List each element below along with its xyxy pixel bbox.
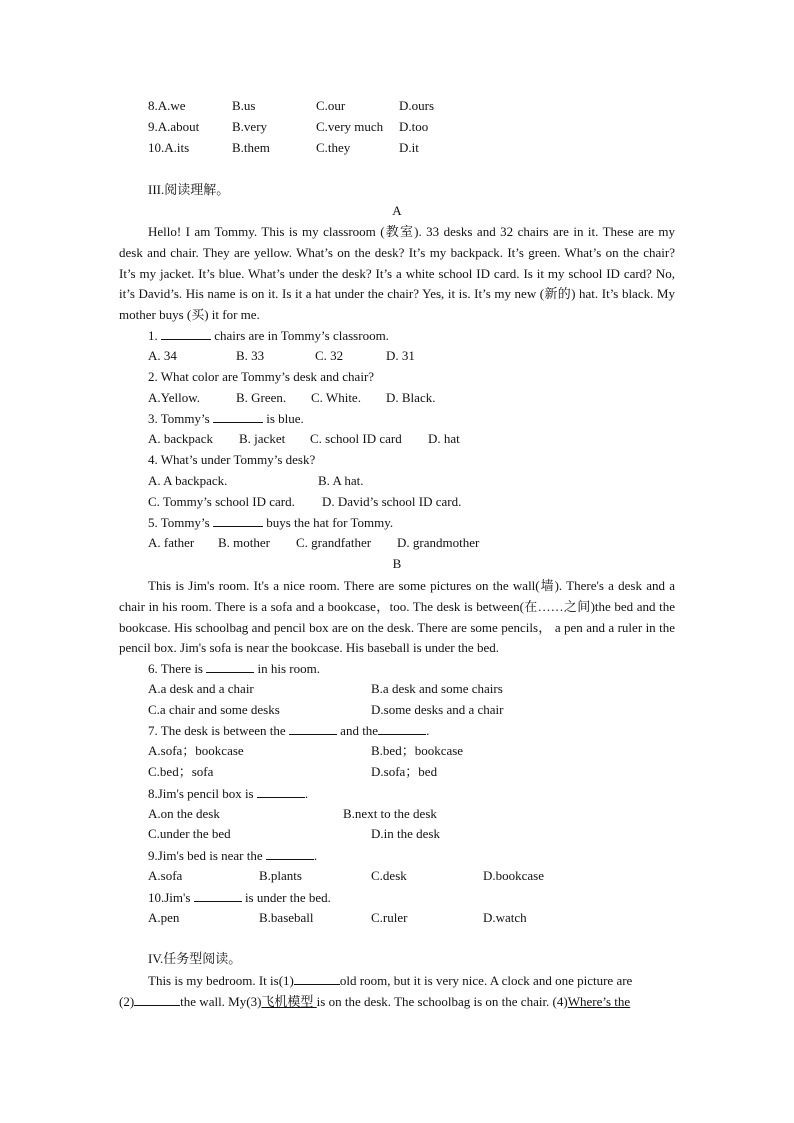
option: D. hat <box>428 431 460 446</box>
option: C. Tommy’s school ID card. <box>148 494 295 509</box>
question-stem: 6. There is in his room. <box>148 661 320 676</box>
option: A.sofa；bookcase <box>148 743 244 758</box>
option: D.it <box>399 140 419 155</box>
option: C. school ID card <box>310 431 402 446</box>
option: D.sofa；bed <box>371 764 438 779</box>
option: C.they <box>316 140 351 155</box>
option: B.plants <box>259 868 302 883</box>
option: D. Black. <box>386 390 436 405</box>
option: D.bookcase <box>483 868 545 883</box>
option: B. mother <box>218 535 270 550</box>
passage-b-label: B <box>392 556 402 571</box>
option: C. White. <box>311 390 361 405</box>
option: B.us <box>232 98 256 113</box>
passage-b-text: This is Jim's room. It's a nice room. There are some pictures on the wall(墙). There's a desk and a chair in his room. There is a sofa and a bookcase，too. The desk is between(在……之间)the bed and the bookcase. His schoolbag and pencil box are on the desk. There are some pencils， a pen and a ruler in the pencil box. Jim's sofa is near the bookcase. His baseball is under the bed. <box>119 578 675 656</box>
answer-blank[interactable] <box>289 722 337 735</box>
option: B.baseball <box>259 910 314 925</box>
option: D.too <box>399 119 429 134</box>
answer-blank[interactable] <box>194 889 242 902</box>
option: B. 33 <box>236 348 265 363</box>
option: B.very <box>232 119 268 134</box>
option: B.them <box>232 140 270 155</box>
option: A.Yellow. <box>148 390 201 405</box>
option: D.in the desk <box>371 826 440 841</box>
question-stem: 7. The desk is between the and the . <box>148 723 430 738</box>
option: D.ours <box>399 98 435 113</box>
option: D. 31 <box>386 348 415 363</box>
answer-blank[interactable] <box>134 993 180 1006</box>
option: A.sofa <box>148 868 183 883</box>
answer-blank[interactable] <box>294 972 340 985</box>
question-stem: 10.Jim's is under the bed. <box>148 890 331 905</box>
option: B.next to the desk <box>343 806 437 821</box>
passage-a-label: A <box>392 203 402 218</box>
option: 8.A.we <box>148 98 186 113</box>
task-passage-line-2: (2) the wall. My(3)飞机模型 is on the desk. The schoolbag is on the chair. (4)Where’s the <box>119 994 631 1009</box>
option: C.ruler <box>371 910 408 925</box>
task-passage-line-1: This is my bedroom. It is(1) old room, but it is very nice. A clock and one picture are <box>148 973 633 988</box>
option: D. David’s school ID card. <box>322 494 462 509</box>
option: C.desk <box>371 868 407 883</box>
option: C.very much <box>316 119 384 134</box>
question-stem: 3. Tommy’s is blue. <box>148 411 304 426</box>
answer-blank[interactable] <box>213 410 263 423</box>
answer-blank[interactable] <box>378 722 426 735</box>
question-stem: 9.Jim's bed is near the . <box>148 848 318 863</box>
option: D.watch <box>483 910 527 925</box>
question-stem: 8.Jim's pencil box is . <box>148 786 309 801</box>
option: D.some desks and a chair <box>371 702 504 717</box>
answer-blank[interactable] <box>266 847 314 860</box>
option: A. backpack <box>148 431 213 446</box>
option: B. Green. <box>236 390 287 405</box>
option: C. grandfather <box>296 535 372 550</box>
question-stem: 2. What color are Tommy’s desk and chair? <box>148 369 375 384</box>
option: B.bed；bookcase <box>371 743 464 758</box>
option: B. A hat. <box>318 473 364 488</box>
option: C.our <box>316 98 346 113</box>
option: A.pen <box>148 910 180 925</box>
question-stem: 5. Tommy’s buys the hat for Tommy. <box>148 515 394 530</box>
option: 9.A.about <box>148 119 200 134</box>
passage-a-text: Hello! I am Tommy. This is my classroom (教室). 33 desks and 32 chairs are in it. These are my desk and chair. They are yellow. What’s on the desk? It’s my backpack. It’s green. What’s on the chair? It’s my jacket. It’s blue. What’s under the desk? It’s a white school ID card. Is it my school ID card? No, it’s David’s. His name is on it. Is it a hat under the chair? Yes, it is. It’s my new (新的) hat. It’s black. My mother buys (买) it for me. <box>119 224 675 323</box>
option: A. 34 <box>148 348 177 363</box>
section-heading-task-reading: IV.任务型阅读。 <box>148 951 242 966</box>
option: C.bed；sofa <box>148 764 214 779</box>
option: B.a desk and some chairs <box>371 681 503 696</box>
question-stem: 1. chairs are in Tommy’s classroom. <box>148 328 389 343</box>
section-heading-reading: III.阅读理解。 <box>148 182 230 197</box>
option: C.under the bed <box>148 826 231 841</box>
answer-blank[interactable] <box>206 660 254 673</box>
option: 10.A.its <box>148 140 190 155</box>
question-stem: 4. What’s under Tommy’s desk? <box>148 452 316 467</box>
option: A. A backpack. <box>148 473 228 488</box>
option: D. grandmother <box>397 535 480 550</box>
option: B. jacket <box>239 431 286 446</box>
option: C. 32 <box>315 348 344 363</box>
option: A. father <box>148 535 195 550</box>
option: A.a desk and a chair <box>148 681 254 696</box>
answer-blank[interactable] <box>257 785 305 798</box>
answer-blank[interactable] <box>213 514 263 527</box>
option: C.a chair and some desks <box>148 702 280 717</box>
answer-blank[interactable] <box>161 327 211 340</box>
option: A.on the desk <box>148 806 220 821</box>
